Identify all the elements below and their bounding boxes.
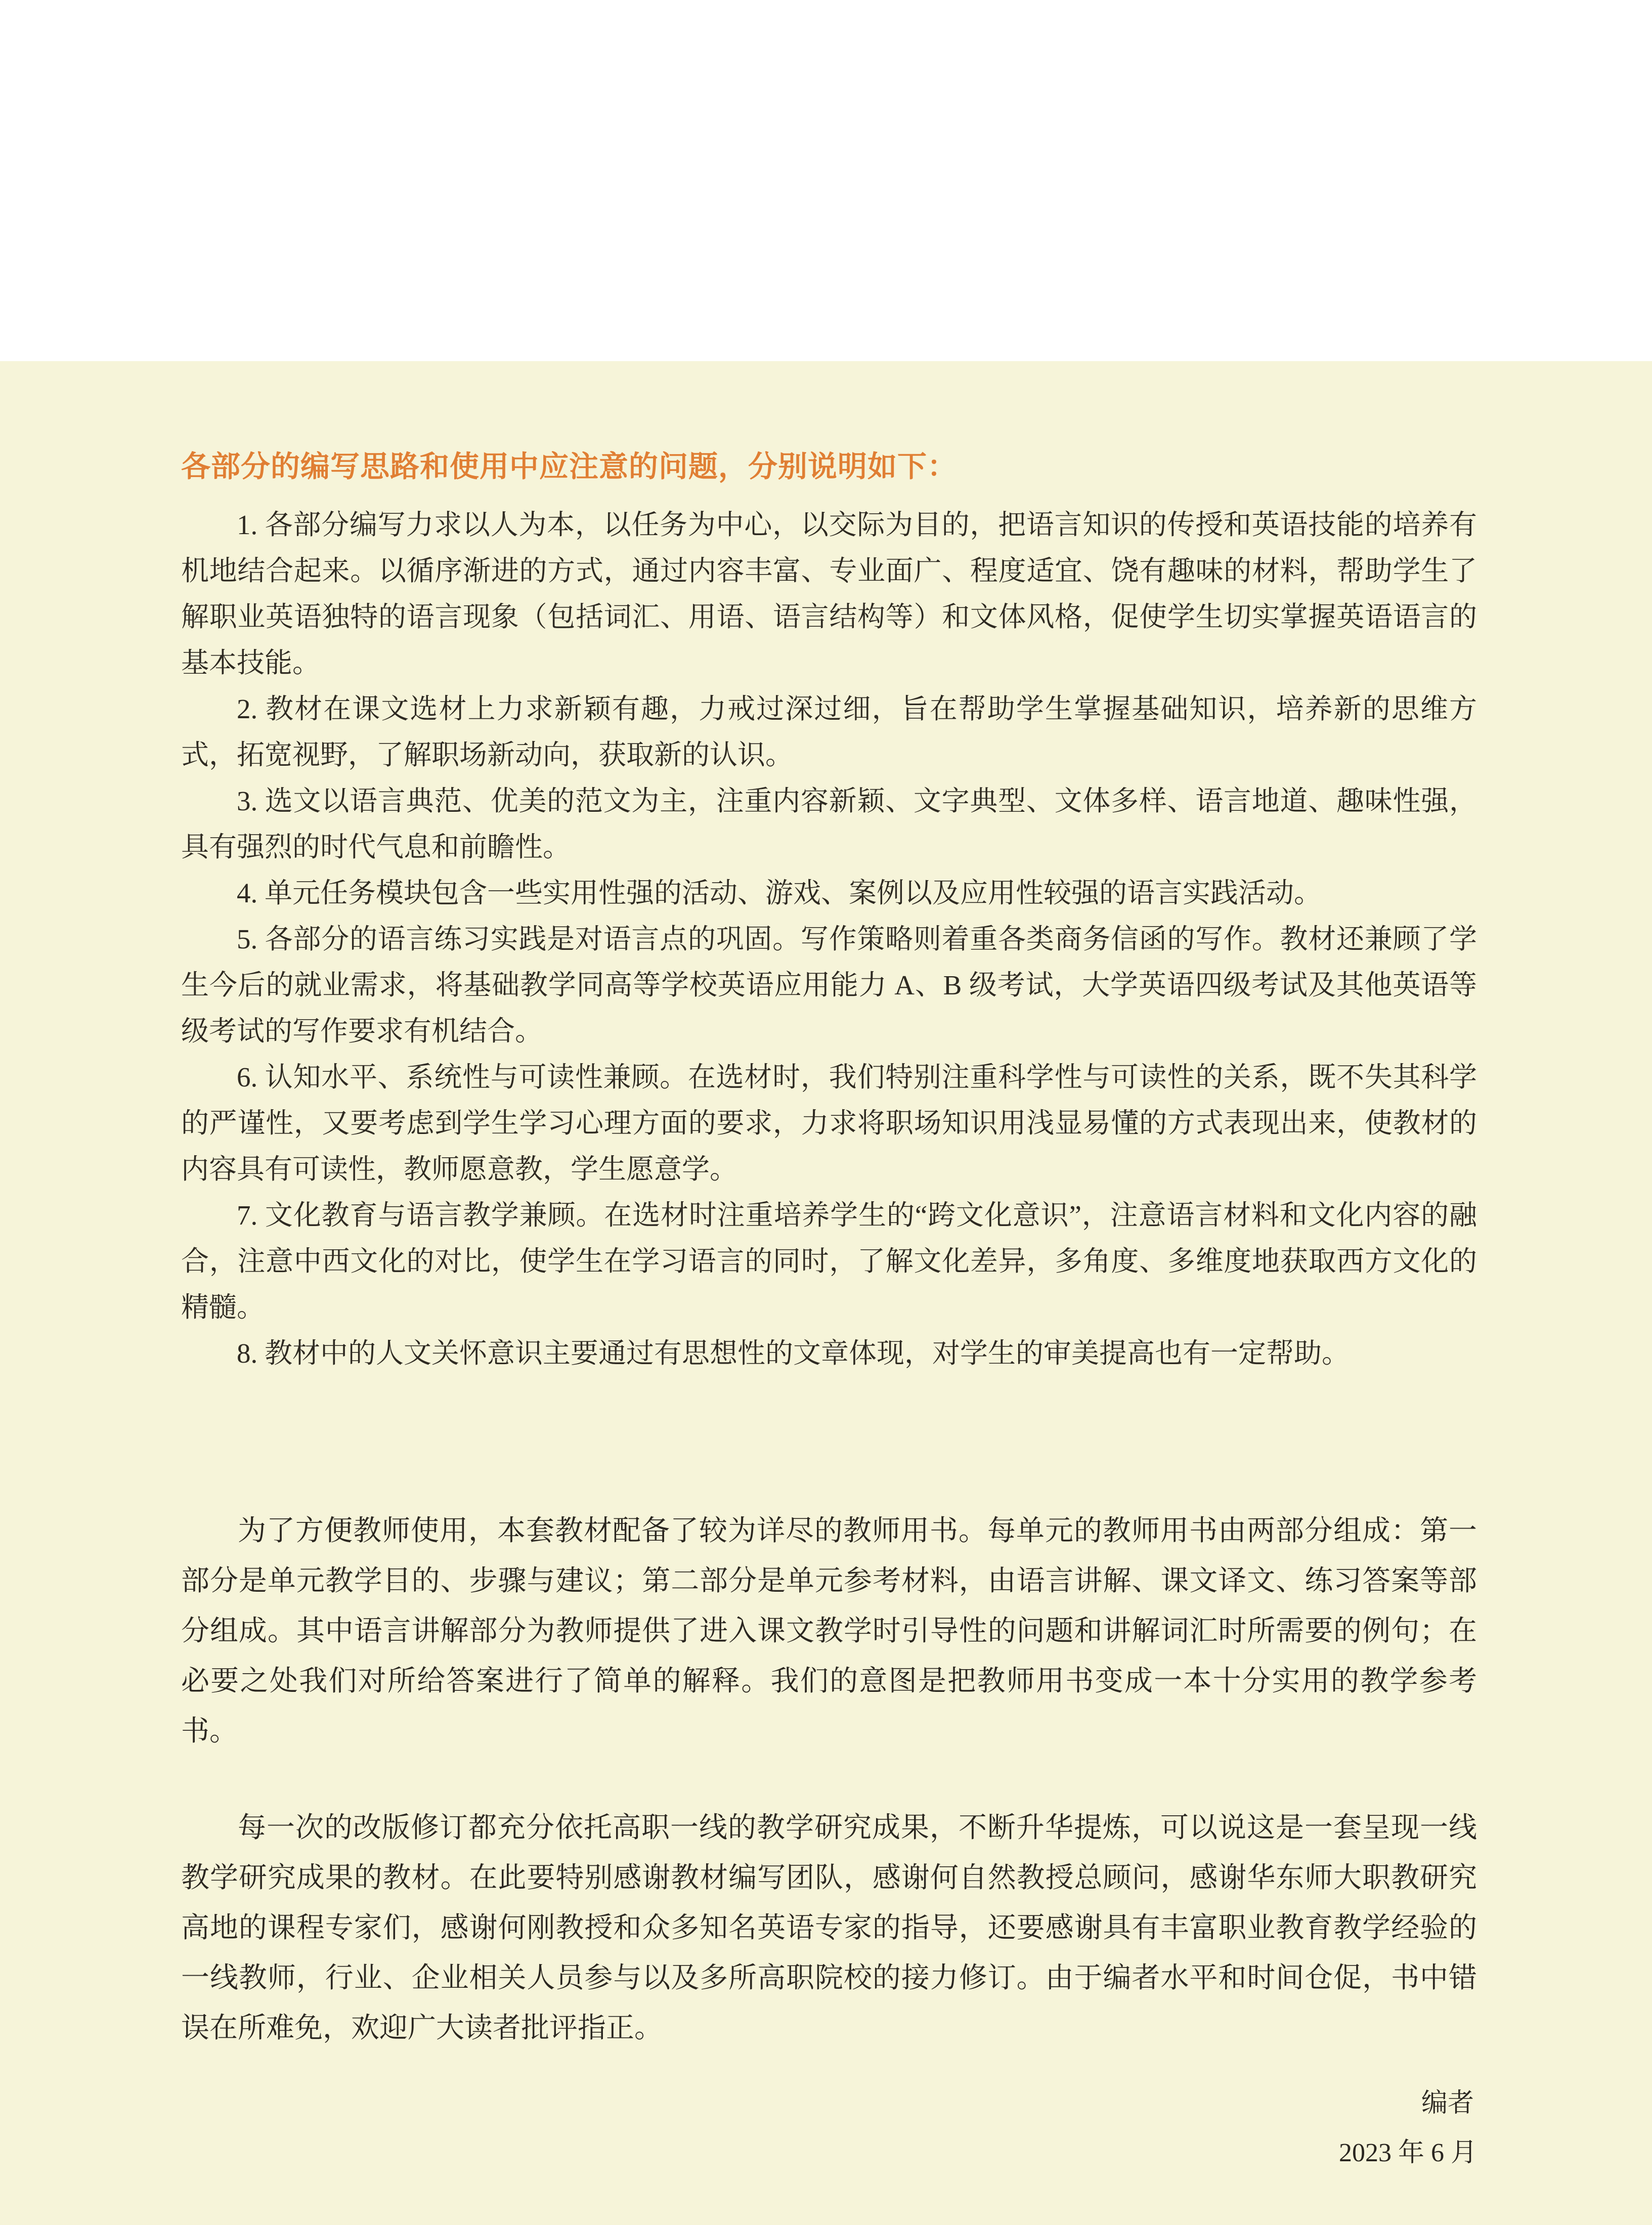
numbered-point-2: 2. 教材在课文选材上力求新颖有趣，力戒过深过细，旨在帮助学生掌握基础知识，培养新的思维方式，拓宽视野，了解职场新动向，获取新的认识。 (181, 693, 1477, 770)
teachers-book-paragraph: 为了方便教师使用，本套教材配备了较为详尽的教师用书。每单元的教师用书由两部分组成：第一部分是单元教学目的、步骤与建议；第二部分是单元参考材料，由语言讲解、课文译文、练习答案等部分组成。其中语言讲解部分为教师提供了进入课文教学时引导性的问题和讲解词汇时所需要的例句；在必要之处我们对所给答案进行了简单的解释。我们的意图是把教师用书变成一本十分实用的教学参考书。 (181, 1514, 1477, 1747)
numbered-points-list (181, 502, 1477, 1376)
numbered-point-1: 1. 各部分编写力求以人为本，以任务为中心，以交际为目的，把语言知识的传授和英语技能的培养有机地结合起来。以循序渐进的方式，通过内容丰富、专业面广、程度适宜、饶有趣味的材料，帮助学生了解职业英语独特的语言现象（包括词汇、用语、语言结构等）和文体风格，促使学生切实掌握英语语言的基本技能。 (181, 509, 1477, 678)
numbered-point-8: 8. 教材中的人文关怀意识主要通过有思想性的文章体现，对学生的审美提高也有一定帮助。 (237, 1338, 1350, 1369)
numbered-point-6: 6. 认知水平、系统性与可读性兼顾。在选材时，我们特别注重科学性与可读性的关系，既不失其科学的严谨性，又要考虑到学生学习心理方面的要求，力求将职场知识用浅显易懂的方式表现出来，使教材的内容具有可读性，教师愿意教，学生愿意学。 (181, 1062, 1477, 1185)
numbered-point-7: 7. 文化教育与语言教学兼顾。在选材时注重培养学生的“跨文化意识”，注意语言材料和文化内容的融合，注意中西文化的对比，使学生在学习语言的同时，了解文化差异，多角度、多维度地获取西方文化的精髓。 (181, 1200, 1477, 1323)
numbered-point-3: 3. 选文以语言典范、优美的范文为主，注重内容新颖、文字典型、文体多样、语言地道、趣味性强，具有强烈的时代气息和前瞻性。 (181, 786, 1477, 862)
numbered-point-4: 4. 单元任务模块包含一些实用性强的活动、游戏、案例以及应用性较强的语言实践活动。 (237, 878, 1322, 908)
section-heading: 各部分的编写思路和使用中应注意的问题，分别说明如下： (181, 450, 958, 483)
numbered-point-5: 5. 各部分的语言练习实践是对语言点的巩固。写作策略则着重各类商务信函的写作。教材还兼顾了学生今后的就业需求，将基础教学同高等学校英语应用能力 A、B 级考试，大学英语四级考试及其他英语等级考试的写作要求有机结合。 (181, 924, 1477, 1046)
signature-block (181, 2079, 1477, 2178)
revision-acknowledgement-paragraph: 每一次的改版修订都充分依托高职一线的教学研究成果，不断升华提炼，可以说这是一套呈现一线教学研究成果的教材。在此要特别感谢教材编写团队，感谢何自然教授总顾问，感谢华东师大职教研究高地的课程专家们，感谢何刚教授和众多知名英语专家的指导，还要感谢具有丰富职业教育教学经验的一线教师，行业、企业相关人员参与以及多所高职院校的接力修订。由于编者水平和时间仓促，书中错误在所难免，欢迎广大读者批评指正。 (181, 1811, 1477, 2043)
signature-date: 2023 年 6 月 (1338, 2139, 1477, 2167)
closing-paragraphs (181, 1505, 1477, 2053)
preface-panel (0, 361, 1652, 2225)
signature-author: 编者 (1421, 2089, 1474, 2118)
preface-content (181, 450, 1477, 2178)
